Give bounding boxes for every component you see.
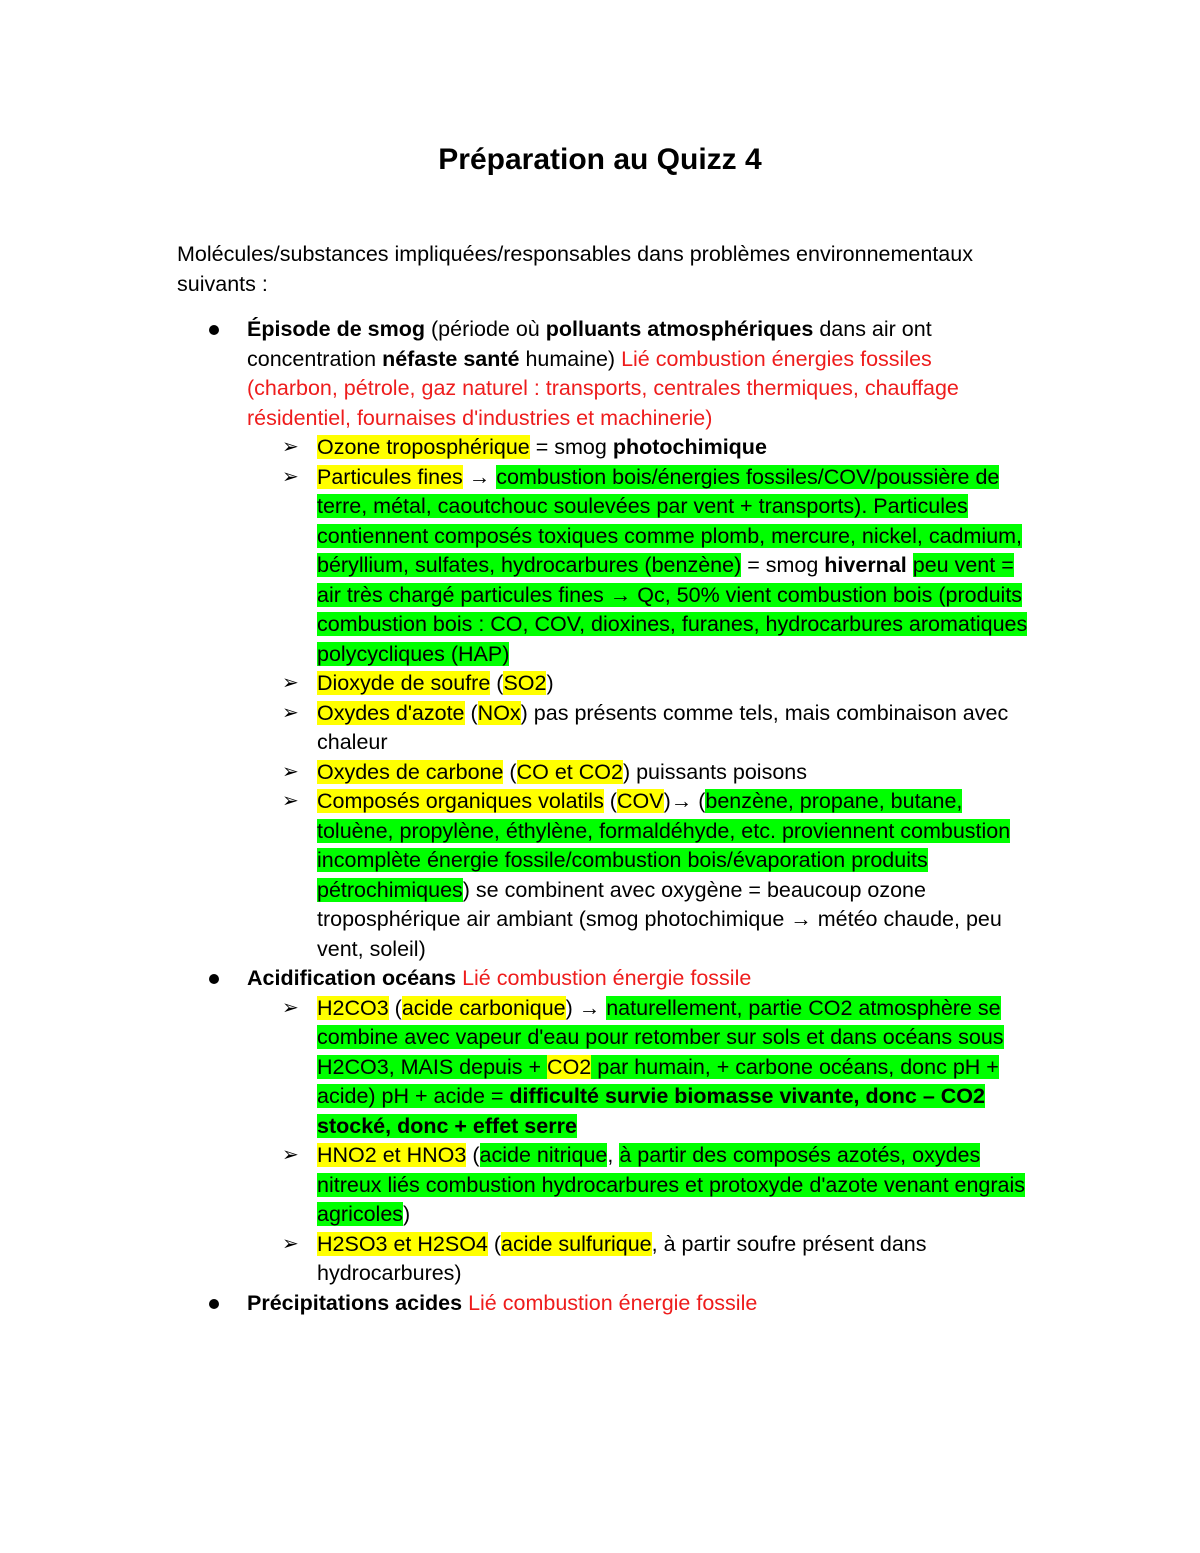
arrow-bullet-icon: ➢ — [282, 1144, 299, 1166]
yellow-highlight: SO2 — [503, 671, 547, 695]
arrow-bullet-icon: ➢ — [282, 1232, 299, 1255]
list-item-precipitations — [0, 1289, 1022, 1319]
text-span — [907, 553, 913, 577]
text-span: ( — [466, 1143, 480, 1167]
sub-item-co — [0, 758, 1032, 788]
text-span: ) se combinent avec oxygène = beaucoup ozone troposphérique air ambiant (smog photochimique → météo chaude, peu vent, soleil) — [317, 877, 1002, 961]
text-span: ( — [388, 995, 402, 1020]
sub-item-nox — [0, 699, 1032, 758]
yellow-highlight: Dioxyde de soufre — [317, 671, 491, 695]
bold-text: photochimique — [612, 435, 767, 459]
list-item-smog — [0, 315, 1022, 433]
text-span: ( — [487, 1231, 502, 1256]
arrow-bullet-icon: ➢ — [282, 436, 299, 458]
arrow-bullet-icon: ➢ — [282, 996, 299, 1019]
text-span: = smog — [741, 553, 825, 577]
document-title: Préparation au Quizz 4 — [438, 143, 762, 176]
text-span: humaine) — [519, 346, 622, 371]
bold-text: néfaste santé — [382, 346, 520, 371]
bullet-icon — [209, 974, 219, 984]
green-highlight: benzène, propane, butane, toluène, propylène, éthylène, formaldéhyde, etc. proviennent combustion incomplète énergie fossile/combustion bois/évaporation produits pétrochimiques — [317, 789, 1011, 902]
yellow-highlight: Oxydes d'azote — [317, 700, 465, 725]
red-note: Lié combustion énergie fossile — [468, 1290, 758, 1315]
yellow-highlight: NOx — [477, 700, 521, 725]
yellow-highlight: H2SO3 et H2SO4 — [317, 1231, 488, 1256]
yellow-highlight: Ozone troposphérique — [317, 435, 530, 459]
text-span: dans air ont concentration — [247, 317, 932, 371]
bullet-icon — [209, 1299, 219, 1309]
yellow-highlight: Oxydes de carbone — [317, 759, 504, 784]
green-highlight: acide nitrique — [479, 1143, 608, 1167]
text-span: = smog — [529, 435, 613, 459]
green-highlight: par humain, + carbone océans, donc pH + acide) pH + acide = — [317, 1054, 999, 1108]
green-highlight: peu vent = air très chargé particules fines → Qc, 50% vient combustion bois (produits combustion bois : CO, COV, dioxines, furanes, hydrocarbures aromatiques polycycliques (HAP) — [317, 553, 1028, 666]
text-span: ( — [603, 789, 617, 813]
yellow-highlight: CO et CO2 — [516, 759, 623, 784]
heading-acidification: Acidification océans — [247, 966, 457, 990]
green-highlight-bold: difficulté survie biomasse vivante, donc – CO2 stocké, donc + effet serre — [317, 1084, 985, 1138]
list-item-acidification — [0, 964, 1022, 994]
arrow-bullet-icon: ➢ — [282, 672, 299, 694]
yellow-highlight: acide sulfurique — [501, 1231, 652, 1256]
sub-item-cov — [0, 787, 1032, 964]
heading-precipitations: Précipitations acides — [247, 1290, 463, 1315]
arrow-bullet-icon: ➢ — [282, 701, 299, 724]
text-span: (période où — [425, 317, 546, 341]
text-span: )→ ( — [663, 789, 706, 813]
heading-smog: Épisode de smog — [247, 317, 426, 341]
yellow-highlight: H2CO3 — [317, 995, 389, 1020]
green-highlight: à partir des composés azotés, oxydes nitreux liés combustion hydrocarbures et protoxyde d'azote venant engrais agricoles — [317, 1143, 1026, 1226]
text-span: ) — [546, 671, 554, 695]
green-highlight: naturellement, partie CO2 atmosphère se combine avec vapeur d'eau pour retomber sur sols et dans océans sous H2CO3, MAIS depuis + — [317, 995, 1004, 1079]
yellow-highlight: HNO2 et HNO3 — [317, 1143, 467, 1167]
sub-item-h2so4 — [0, 1230, 1032, 1289]
bold-text: polluants atmosphériques — [545, 317, 814, 341]
arrow-bullet-icon: ➢ — [282, 760, 299, 783]
green-highlight: combustion bois/énergies fossiles/COV/poussière de terre, métal, caoutchouc soulevées par vent + transports). Particules contiennent composés toxiques comme plomb, mercure, nickel, cadmium, béryllium, sulfates, hydrocarbures (benzène) — [317, 464, 1023, 577]
text-span: ) pas présents comme tels, mais combinaison avec chaleur — [317, 700, 1009, 754]
bullet-icon — [209, 325, 219, 335]
yellow-highlight: Particules fines — [317, 464, 463, 489]
text-span: ( — [503, 759, 517, 784]
sub-item-ozone — [0, 433, 1032, 463]
sub-item-particules — [0, 463, 1032, 670]
text-span: ( — [490, 671, 504, 695]
yellow-highlight: acide carbonique — [401, 995, 566, 1020]
text-span: → — [462, 464, 497, 489]
red-note: Lié combustion énergies fossiles (charbon, pétrole, gaz naturel : transports, centrales thermiques, chauffage résidentiel, fournaises d'industries et machinerie) — [247, 346, 959, 430]
yellow-highlight: Composés organiques volatils — [317, 789, 604, 813]
text-span: ) — [403, 1202, 411, 1226]
sub-item-so2 — [0, 669, 1032, 699]
bold-text: hivernal — [824, 553, 907, 577]
arrow-bullet-icon: ➢ — [282, 465, 299, 488]
text-span: ( — [464, 700, 478, 725]
sub-item-h2co3 — [0, 994, 1032, 1142]
text-span: , — [607, 1143, 620, 1167]
text-span: ) puissants poisons — [622, 759, 807, 784]
text-span: , à partir soufre présent dans hydrocarbures) — [317, 1231, 927, 1285]
sub-item-hno3 — [0, 1141, 1032, 1230]
arrow-bullet-icon: ➢ — [282, 790, 299, 812]
topic-list — [0, 315, 1200, 1318]
text-span: ) → — [565, 995, 607, 1020]
intro-paragraph: Molécules/substances impliquées/responsables dans problèmes environnementaux suivants : — [177, 242, 973, 296]
yellow-highlight: COV — [616, 789, 664, 813]
yellow-highlight: CO2 — [547, 1054, 592, 1079]
red-note: Lié combustion énergie fossile — [462, 966, 752, 990]
